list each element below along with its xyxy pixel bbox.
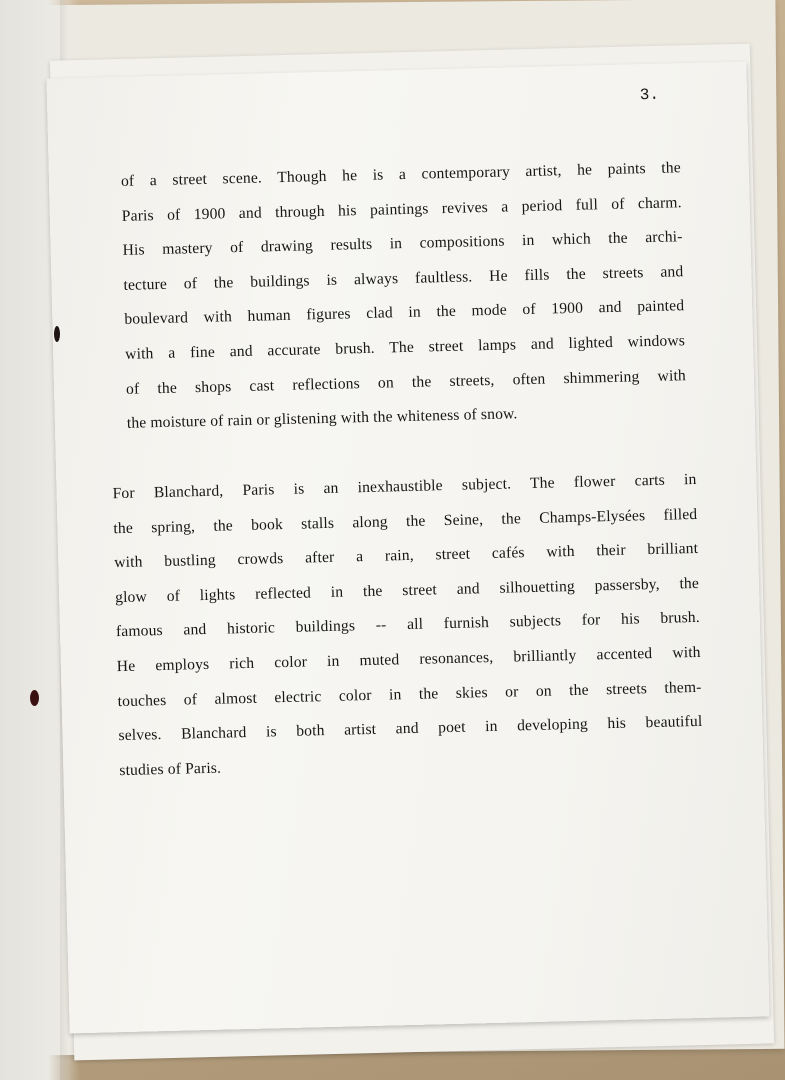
paragraph-line: the spring, the book stalls along the Seine, the Champs-Elysées filled — [113, 505, 698, 537]
paragraph-line: of a street scene. Though he is a contemporary artist, he paints the — [120, 159, 682, 190]
paragraph-line: famous and historic buildings -- all furnish subjects for his brush. — [115, 609, 701, 641]
page-number: 3. — [639, 85, 660, 105]
binder-hole — [54, 326, 60, 342]
paragraph-line: selves. Blanchard is both artist and poet in developing his beautiful — [118, 713, 703, 745]
paragraph-line: Paris of 1900 and through his paintings revives a period full of charm. — [121, 193, 682, 225]
paragraph-line: touches of almost electric color in the skies or on the streets them- — [117, 678, 702, 710]
paragraph-line: boulevard with human figures clad in the mode of 1900 and painted — [124, 297, 685, 329]
paragraph-line: with bustling crowds after a rain, street cafés with their brilliant — [114, 540, 699, 572]
paragraph-line: the moisture of rain or glistening with the whiteness of snow. — [126, 405, 518, 432]
binder-hole — [30, 690, 39, 706]
paragraph-1 — [121, 151, 688, 441]
paragraph-line: glow of lights reflected in the street and silhouetting passersby, the — [114, 574, 700, 606]
paragraph-line: His mastery of drawing results in compositions in which the archi- — [122, 228, 683, 260]
paragraph-line: He employs rich color in muted resonances, brilliantly accented with — [116, 643, 701, 676]
paragraph-line: of the shops cast reflections on the streets, often shimmering with — [125, 366, 687, 398]
paragraph-line: For Blanchard, Paris is an inexhaustible subject. The flower carts in — [112, 470, 697, 503]
paragraph-line: with a fine and accurate brush. The street lamps and lighted windows — [124, 332, 686, 363]
paragraph-line: studies of Paris. — [119, 759, 222, 779]
paragraph-line: tecture of the buildings is always faultless. He fills the streets and — [123, 262, 684, 294]
paragraph-2 — [112, 463, 703, 789]
document-page — [46, 62, 769, 1034]
